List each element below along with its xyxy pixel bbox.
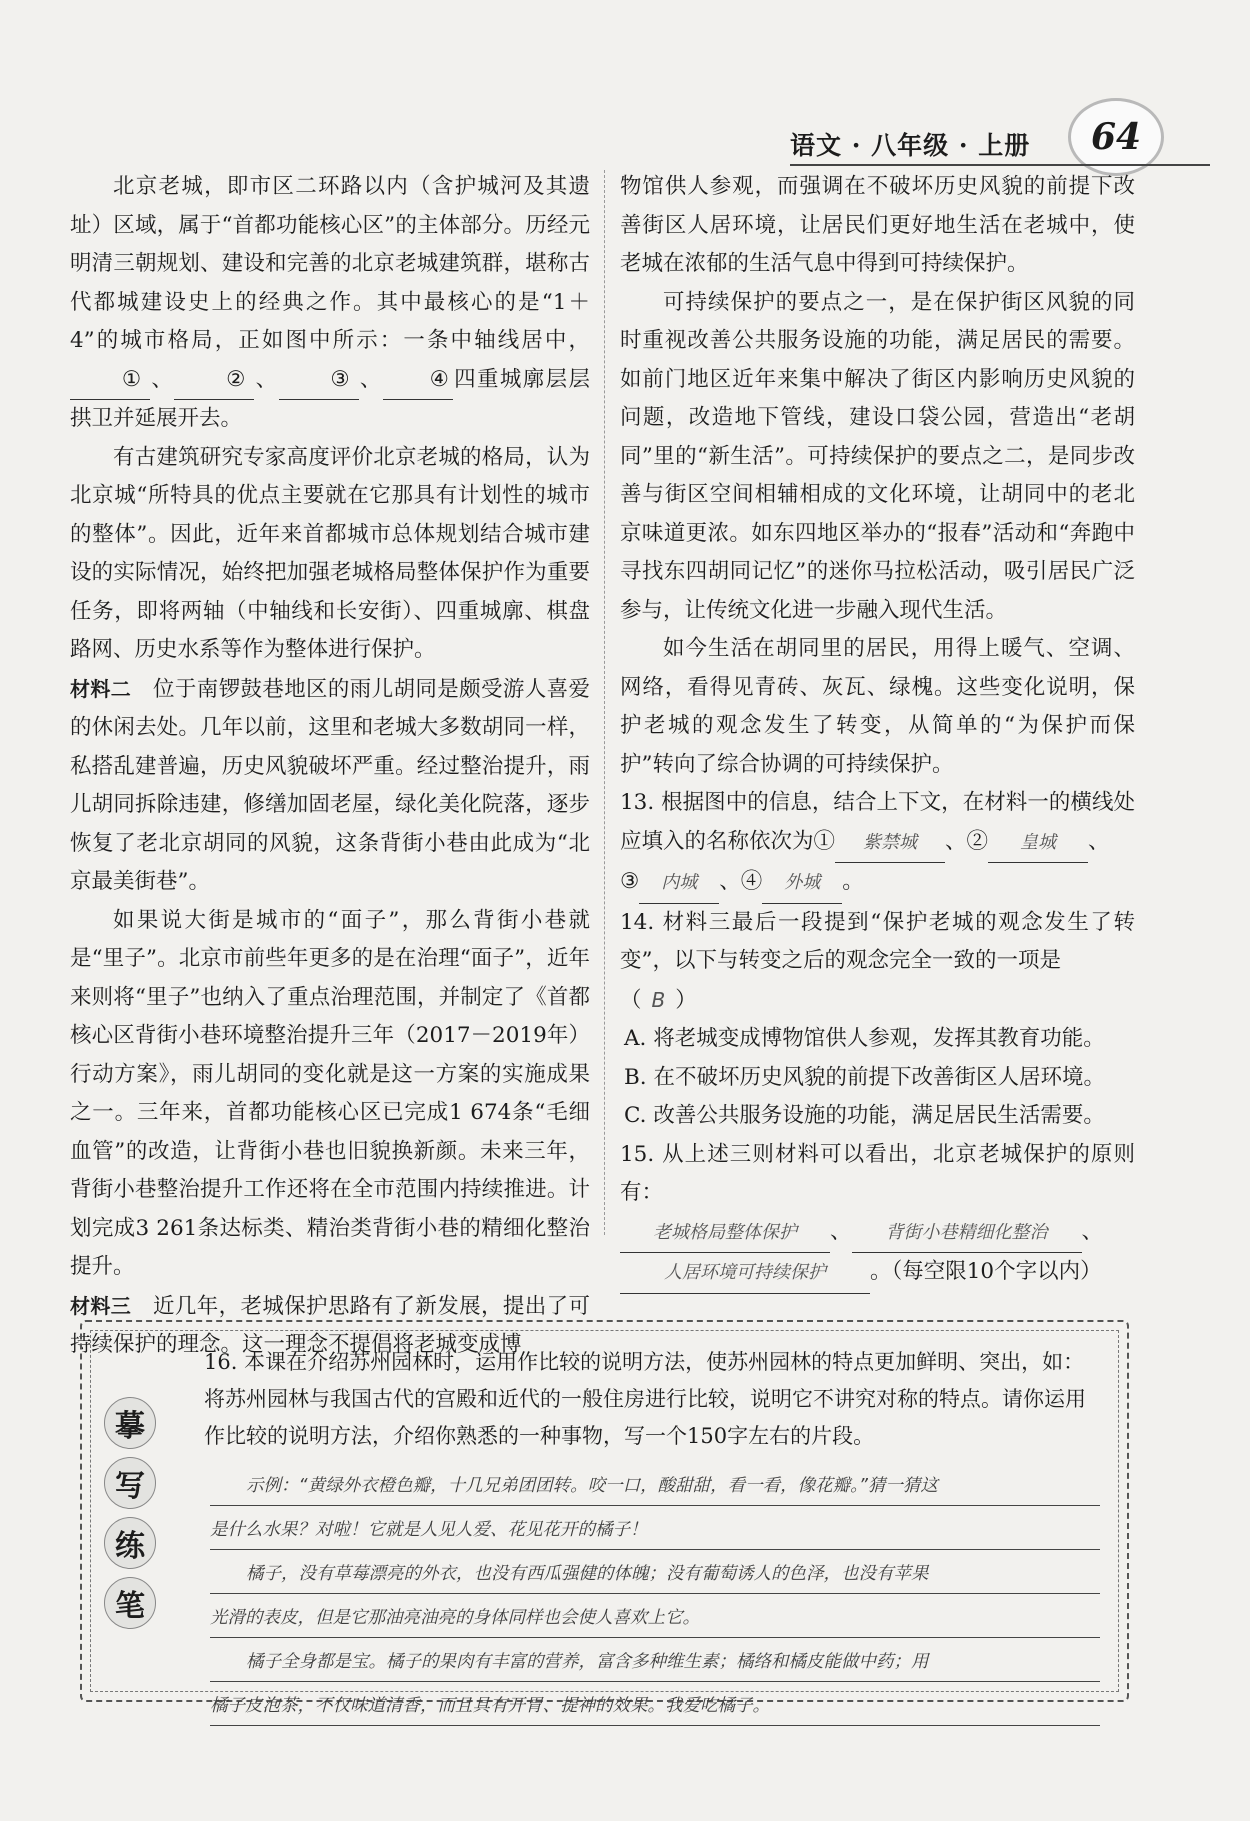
blank-3: ③: [279, 361, 359, 401]
writing-line[interactable]: 示例：“黄绿外衣橙色瓣，十几兄弟团团转。咬一口，酸甜甜，看一看，像花瓣。”猜一猜这: [210, 1462, 1100, 1506]
q14-option-b[interactable]: B. 在不破坏历史风貌的前提下改善街区人居环境。: [624, 1064, 1105, 1090]
writing-lines[interactable]: [210, 1462, 1100, 1726]
question-15: 15. 从上述三则材料可以看出，北京老城保护的原则有： 老城格局整体保护 、 背街小巷精细化整治 、 人居环境可持续保护 。（每空限10个字以内）: [620, 1136, 1135, 1294]
right-column: [620, 168, 1135, 1294]
question-14: 14. 材料三最后一段提到“保护老城的观念发生了转变”，以下与转变之后的观念完全一致的一项是 （ B ）: [620, 909, 1135, 1013]
material2-paragraph2: 如果说大街是城市的“面子”，那么背街小巷就是“里子”。北京市前些年更多的是在治理“面子”，近年来则将“里子”也纳入了重点治理范围，并制定了《首都核心区背街小巷环境整治提升三年（2017－2019年）行动方案》，雨儿胡同的变化就是这一方案的实施成果之一。三年来，首都功能核心区已完成1 674条“毛细血管”的改造，让背街小巷也旧貌换新颜。未来三年，背街小巷整治提升工作还将在全市范围内持续推进。计划完成3 261条达标类、精治类背街小巷的精细化整治提升。: [70, 907, 590, 1279]
sidebar-char-3: 练: [104, 1517, 156, 1569]
q15-answer-1[interactable]: 老城格局整体保护: [620, 1214, 830, 1254]
q13-answer-3[interactable]: 内城: [639, 864, 719, 904]
q15-answer-3[interactable]: 人居环境可持续保护: [620, 1254, 870, 1294]
question-16: [204, 1344, 1104, 1455]
material3-label: 材料三: [70, 1293, 132, 1318]
left-column: [70, 168, 590, 1365]
material3-paragraph3: 如今生活在胡同里的居民，用得上暖气、空调、网络，看得见青砖、灰瓦、绿槐。这些变化说明，保护老城的观念发生了转变，从简单的“为保护而保护”转向了综合协调的可持续保护。: [620, 636, 1135, 777]
material1-paragraph2: 有古建筑研究专家高度评价北京老城的格局，认为北京城“所特具的优点主要就在它那具有计划性的城市的整体”。因此，近年来首都城市总体规划结合城市建设的实际情况，始终把加强老城格局整体保护作为重要任务，即将两轴（中轴线和长安街）、四重城廓、棋盘路网、历史水系等作为整体进行保护。: [70, 444, 590, 662]
material3-paragraph1: 材料三 近几年，老城保护思路有了新发展，提出了可持续保护的理念。这一理念不提倡将老城变成博: [70, 1293, 590, 1357]
q14-option-a[interactable]: A. 将老城变成博物馆供人参观，发挥其教育功能。: [624, 1026, 1105, 1051]
q16-prompt: 16. 本课在介绍苏州园林时，运用作比较的说明方法，使苏州园林的特点更加鲜明、突出，如：将苏州园林与我国古代的宫殿和近代的一般住房进行比较，说明它不讲究对称的特点。请你运用作比较的说明方法，介绍你熟悉的一种事物，写一个150字左右的片段。: [204, 1350, 1086, 1448]
page-number-badge: 64: [1068, 98, 1164, 176]
writing-line[interactable]: 光滑的表皮，但是它那油亮油亮的身体同样也会使人喜欢上它。: [210, 1594, 1100, 1638]
q13-answer-1[interactable]: 紫禁城: [835, 824, 945, 864]
writing-practice-sidebar: [104, 1397, 164, 1637]
writing-practice-box: [80, 1320, 1129, 1716]
page-header: [790, 118, 1230, 168]
q13-answer-2[interactable]: 皇城: [988, 824, 1088, 864]
writing-line[interactable]: 橘子皮泡茶，不仅味道清香，而且具有开胃、提神的效果。我爱吃橘子。: [210, 1682, 1100, 1726]
q15-answer-2[interactable]: 背街小巷精细化整治: [852, 1214, 1082, 1254]
blank-2: ②: [174, 361, 254, 401]
sidebar-char-2: 写: [104, 1457, 156, 1509]
material3-paragraph2: 可持续保护的要点之一，是在保护街区风貌的同时重视改善公共服务设施的功能，满足居民的需要。如前门地区近年来集中解决了街区内影响历史风貌的问题，改造地下管线，建设口袋公园，营造出“老胡同”里的“新生活”。可持续保护的要点之二，是同步改善与街区空间相辅相成的文化环境，让胡同中的老北京味道更浓。如东四地区举办的“报春”活动和“奔跑中寻找东四胡同记忆”的迷你马拉松活动，吸引居民广泛参与，让传统文化进一步融入现代生活。: [620, 289, 1135, 623]
material2-paragraph1: 材料二 位于南锣鼓巷地区的雨儿胡同是颇受游人喜爱的休闲去处。几年以前，这里和老城大多数胡同一样，私搭乱建普遍，历史风貌破坏严重。经过整治提升，雨儿胡同拆除违建，修缮加固老屋，绿化美化院落，逐步恢复了老北京胡同的风貌，这条背街小巷由此成为“北京最美街巷”。: [70, 676, 590, 894]
writing-line[interactable]: 橘子，没有草莓漂亮的外衣，也没有西瓜强健的体魄；没有葡萄诱人的色泽，也没有苹果: [210, 1550, 1100, 1594]
material2-label: 材料二: [70, 676, 132, 701]
writing-line[interactable]: 橘子全身都是宝。橘子的果肉有丰富的营养，富含多种维生素；橘络和橘皮能做中药；用: [210, 1638, 1100, 1682]
q13-answer-4[interactable]: 外城: [762, 864, 842, 904]
material1-paragraph1: 北京老城，即市区二环路以内（含护城河及其遗址）区域，属于“首都功能核心区”的主体部分。历经元明清三朝规划、建设和完善的北京老城建筑群，堪称古代都城建设史上的经典之作。其中最核心的是“1＋4”的城市格局，正如图中所示：一条中轴线居中，① 、 ② 、 ③ 、 ④ 四重城廓层层拱卫并延展开去。: [70, 174, 590, 431]
header-rule: [790, 164, 1210, 166]
material3-continued: 物馆供人参观，而强调在不破坏历史风貌的前提下改善街区人居环境，让居民们更好地生活在老城中，使老城在浓郁的生活气息中得到可持续保护。: [620, 174, 1135, 276]
blank-1: ①: [70, 361, 150, 401]
blank-4: ④: [383, 361, 453, 401]
writing-line[interactable]: 是什么水果？对啦！它就是人见人爱、花见花开的橘子！: [210, 1506, 1100, 1550]
sidebar-char-1: 摹: [104, 1397, 156, 1449]
header-subject: 语文 · 八年级 · 上册: [790, 131, 1031, 160]
sidebar-char-4: 笔: [104, 1577, 156, 1629]
column-divider: [604, 170, 605, 1235]
q14-answer[interactable]: B: [651, 987, 666, 1012]
q14-option-c[interactable]: C. 改善公共服务设施的功能，满足居民生活需要。: [624, 1103, 1105, 1128]
question-13: 13. 根据图中的信息，结合上下文，在材料一的横线处应填入的名称依次为① 紫禁城 、② 皇城 、 ③ 内城 、④ 外城 。: [620, 784, 1135, 904]
